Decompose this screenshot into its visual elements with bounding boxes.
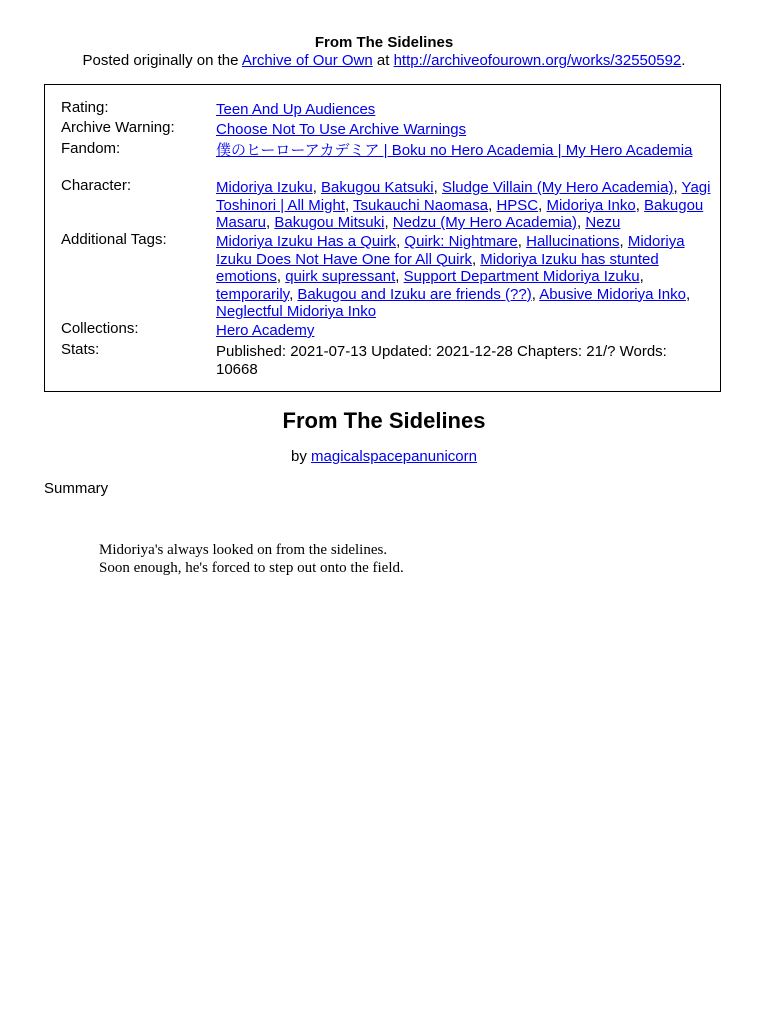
summary-heading: Summary (44, 480, 109, 497)
character-link[interactable]: HPSC (496, 196, 539, 214)
rating-value (216, 101, 711, 119)
document-header-title: From The Sidelines (314, 34, 454, 51)
collections-value (216, 322, 711, 340)
author-link[interactable]: magicalspacepanunicorn (311, 448, 477, 465)
tags-list: Midoriya Izuku Has a Quirk, Quirk: Nightmare, Hallucinations, Midoriya Izuku Does Not Have One for All Quirk, Midoriya Izuku has stunted emotions, quirk supressant, Support Department Midoriya Izuku, temporarily, Bakugou and Izuku are friends (??), Abusive Midoriya Inko, Neglectful Midoriya Inko (216, 233, 691, 320)
summary-line: Soon enough, he's forced to step out onto the field. (99, 560, 404, 576)
byline (0, 448, 768, 466)
work-url-link[interactable]: http://archiveofourown.org/works/32550592 (393, 52, 682, 69)
character-link[interactable]: Bakugou Katsuki (321, 179, 434, 196)
collection-link[interactable]: Hero Academy (216, 322, 315, 339)
stats-label: Stats: (61, 341, 100, 358)
character-link[interactable]: Midoriya Inko (546, 196, 636, 214)
character-link[interactable]: Sludge Villain (My Hero Academia) (441, 179, 674, 196)
stats-value: Published: 2021-07-13 Updated: 2021-12-28 Chapters: 21/? Words: 10668 (216, 343, 667, 378)
tag-link[interactable]: Midoriya Izuku has stunted emotions (216, 250, 659, 285)
character-link[interactable]: Bakugou Masaru (216, 196, 704, 231)
at-text: at (372, 52, 394, 69)
warning-link[interactable]: Choose Not To Use Archive Warnings (216, 121, 467, 138)
fandom-label: Fandom: (61, 140, 121, 157)
tag-link[interactable]: Hallucinations (526, 233, 620, 250)
tag-link[interactable]: quirk supressant (285, 268, 396, 285)
tag-link[interactable]: Neglectful Midoriya Inko (216, 303, 377, 320)
tag-link[interactable]: Midoriya Izuku Has a Quirk (216, 233, 397, 250)
fandom-link[interactable]: 僕のヒーローアカデミア | Boku no Hero Academia | My Hero Academia (216, 142, 693, 159)
character-link[interactable]: Nezu (585, 214, 621, 231)
tag-link[interactable]: temporarily (216, 285, 290, 303)
by-text: by (291, 448, 312, 465)
summary-text (99, 541, 699, 577)
tag-link[interactable]: Quirk: Nightmare (404, 233, 518, 250)
character-link[interactable]: Nedzu (My Hero Academia) (392, 214, 578, 231)
character-link[interactable]: Yagi Toshinori | All Might (216, 179, 711, 214)
archive-link[interactable]: Archive of Our Own (241, 52, 373, 69)
rating-link[interactable]: Teen And Up Audiences (216, 101, 376, 118)
warning-label: Archive Warning: (61, 119, 175, 136)
posted-prefix: Posted originally on the (82, 52, 242, 69)
warning-value (216, 121, 711, 139)
tag-link[interactable]: Abusive Midoriya Inko (539, 285, 686, 303)
tag-link[interactable]: Bakugou and Izuku are friends (??) (297, 285, 532, 303)
character-label: Character: (61, 177, 132, 194)
period: . (681, 52, 686, 69)
character-link[interactable]: Midoriya Izuku (216, 179, 313, 196)
rating-label: Rating: (61, 99, 109, 116)
work-title: From The Sidelines (282, 408, 486, 433)
fandom-value (216, 142, 711, 160)
tag-link[interactable]: Support Department Midoriya Izuku (403, 268, 640, 285)
work-meta-box (44, 84, 721, 392)
character-link[interactable]: Tsukauchi Naomasa (353, 196, 489, 214)
character-link[interactable]: Bakugou Mitsuki (274, 214, 385, 231)
character-list: Midoriya Izuku, Bakugou Katsuki, Sludge Villain (My Hero Academia), Yagi Toshinori | All Might, Tsukauchi Naomasa, HPSC, Midoriya Inko, Bakugou Masaru, Bakugou Mitsuki, Nedzu (My Hero Academia), Nezu (216, 179, 711, 231)
summary-line: Midoriya's always looked on from the sidelines. (99, 542, 388, 558)
posted-originally-line (0, 52, 768, 70)
collections-label: Collections: (61, 320, 139, 337)
tags-label: Additional Tags: (61, 231, 167, 248)
tag-link[interactable]: Midoriya Izuku Does Not Have One for All Quirk (216, 233, 685, 268)
